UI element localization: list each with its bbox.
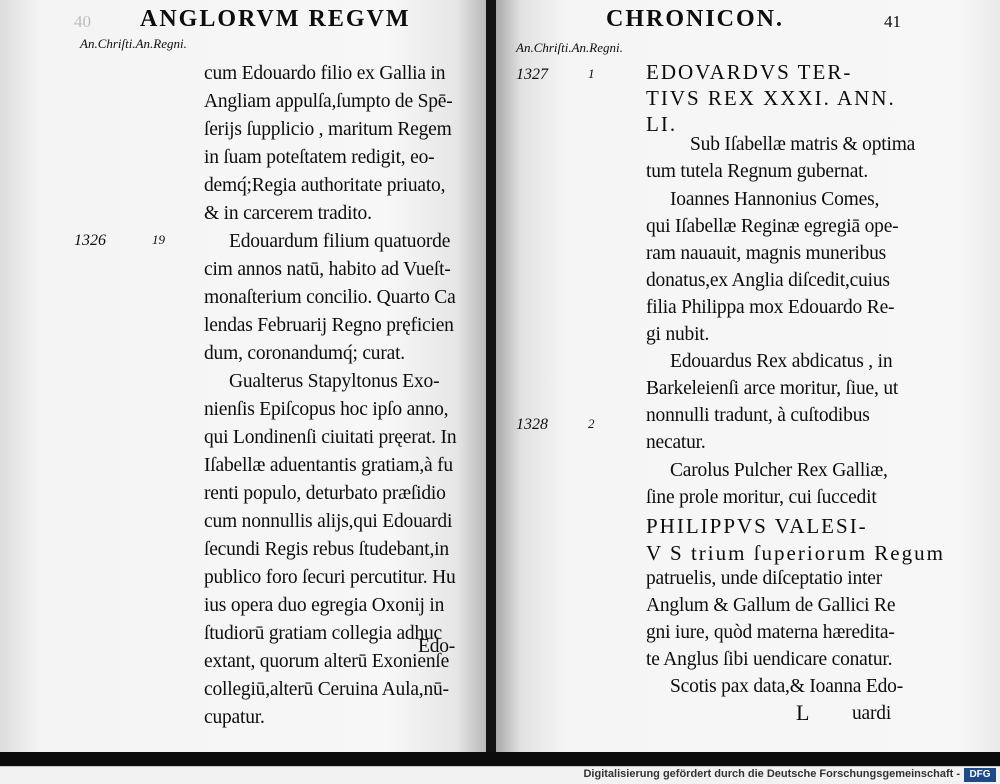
text-line: te Anglus ſibi uendicare conatur. [646,649,893,670]
text-line: cum Edouardo filio ex Gallia in [204,63,446,84]
text-line: Angliam appulſa,ſumpto de Spē- [204,91,453,112]
text-line: ſerijs ſupplicio , maritum Regem [204,119,452,140]
text-line: nienſis Epiſcopus hoc ipſo anno, [204,399,449,420]
text-line: monaſterium concilio. Quarto Ca [204,287,456,308]
book-gutter [486,0,496,752]
footer-bar [0,766,1000,784]
text-line: ſecundi Regis rebus ſtudebant,in [204,539,449,560]
text-line: lendas Februarij Regno pręficien [204,315,454,336]
right-running-head: CHRONICON. [606,6,785,32]
left-margin-year: 1326 [74,232,106,249]
right-column-heading: An.Chriſti.An.Regni. [516,40,623,55]
text-line: ſtudiorū gratiam collegia adhuc [204,623,443,644]
text-line: publico foro ſecuri percutitur. Hu [204,567,456,588]
text-line: qui Iſabellæ Reginæ egregiā ope- [646,216,899,237]
text-line: Anglum & Gallum de Gallici Re [646,595,896,616]
right-margin-year-2: 1328 [516,416,548,433]
text-line: patruelis, unde diſceptatio inter [646,568,882,589]
text-line: V S trium ſuperiorum Regum [646,541,945,565]
left-column-heading: An.Chriſti.An.Regni. [80,36,187,51]
right-margin-regnal-2: 2 [588,416,595,431]
text-line: gi nubit. [646,324,710,345]
right-margin-regnal-1: 1 [588,66,595,81]
section-heading-line: TIVS REX XXXI. ANN. [646,86,896,110]
text-line: Gualterus Stapyltonus Exo- [229,371,440,392]
text-line: Ioannes Hannonius Comes, [670,189,880,210]
text-line: gni iure, quòd materna hæredita- [646,622,895,643]
section-heading-line: EDOVARDVS TER- [646,60,853,84]
text-line: Iſabellæ aduentantis gratiam,à fu [204,455,453,476]
signature-mark: L [796,700,810,725]
text-line: cupatur. [204,707,265,728]
text-line: Edouardum filium quatuorde [229,231,451,252]
text-line: collegiū,alterū Ceruina Aula,nū- [204,679,449,700]
left-margin-regnal: 19 [152,232,165,247]
text-line: Scotis pax data,& Ioanna Edo- [670,676,904,697]
left-running-head: ANGLORVM REGVM [140,6,411,32]
text-line: uardi [852,703,892,724]
text-line: nonnulli tradunt, à cuſtodibus [646,405,870,426]
text-line: Carolus Pulcher Rex Galliæ, [670,460,888,481]
text-line: Barkeleienſi arce moritur, ſiue, ut [646,378,899,399]
text-line: ius opera duo egregia Oxonij in [204,595,445,616]
text-line: qui Londinenſi ciuitati pręerat. In [204,427,457,448]
text-line: ram nauauit, magnis muneribus [646,243,887,264]
catchword: Edo- [418,636,456,657]
text-line: filia Philippa mox Edouardo Re- [646,297,895,318]
text-line: cum nonnullis alijs,qui Edouardi [204,511,453,532]
dfg-logo: DFG [964,768,996,782]
text-line: tum tutela Regnum gubernat. [646,161,869,182]
text-line: necatur. [646,432,706,453]
right-page-number: 41 [884,12,901,31]
text-line: Edouardus Rex abdicatus , in [670,351,893,372]
right-page [496,0,1000,752]
text-line: ſine prole moritur, cui ſuccedit [646,487,877,508]
left-page-number: 40 [74,12,91,31]
text-line: extant, quorum alterū Exonienſe [204,651,450,672]
text-line: renti populo, deturbato præſidio [204,483,446,504]
text-line: donatus,ex Anglia diſcedit,cuius [646,270,890,291]
text-line: demq́;Regia authoritate priuato, [204,175,446,196]
text-line: dum, coronandumq́; curat. [204,343,405,364]
text-line: Sub Iſabellæ matris & optima [690,134,916,155]
text-line: & in carcerem tradito. [204,203,372,224]
section-heading-line: LI. [646,112,678,136]
left-page [0,0,486,752]
text-line: PHILIPPVS VALESI- [646,514,868,538]
funding-notice: Digitalisierung gefördert durch die Deutsche Forschungsgemeinschaft - [583,768,960,780]
right-margin-year-1: 1327 [516,66,548,83]
text-line: cim annos natū, habito ad Vueſt- [204,259,451,280]
text-line: in ſuam poteſtatem redigit, eo- [204,147,435,168]
